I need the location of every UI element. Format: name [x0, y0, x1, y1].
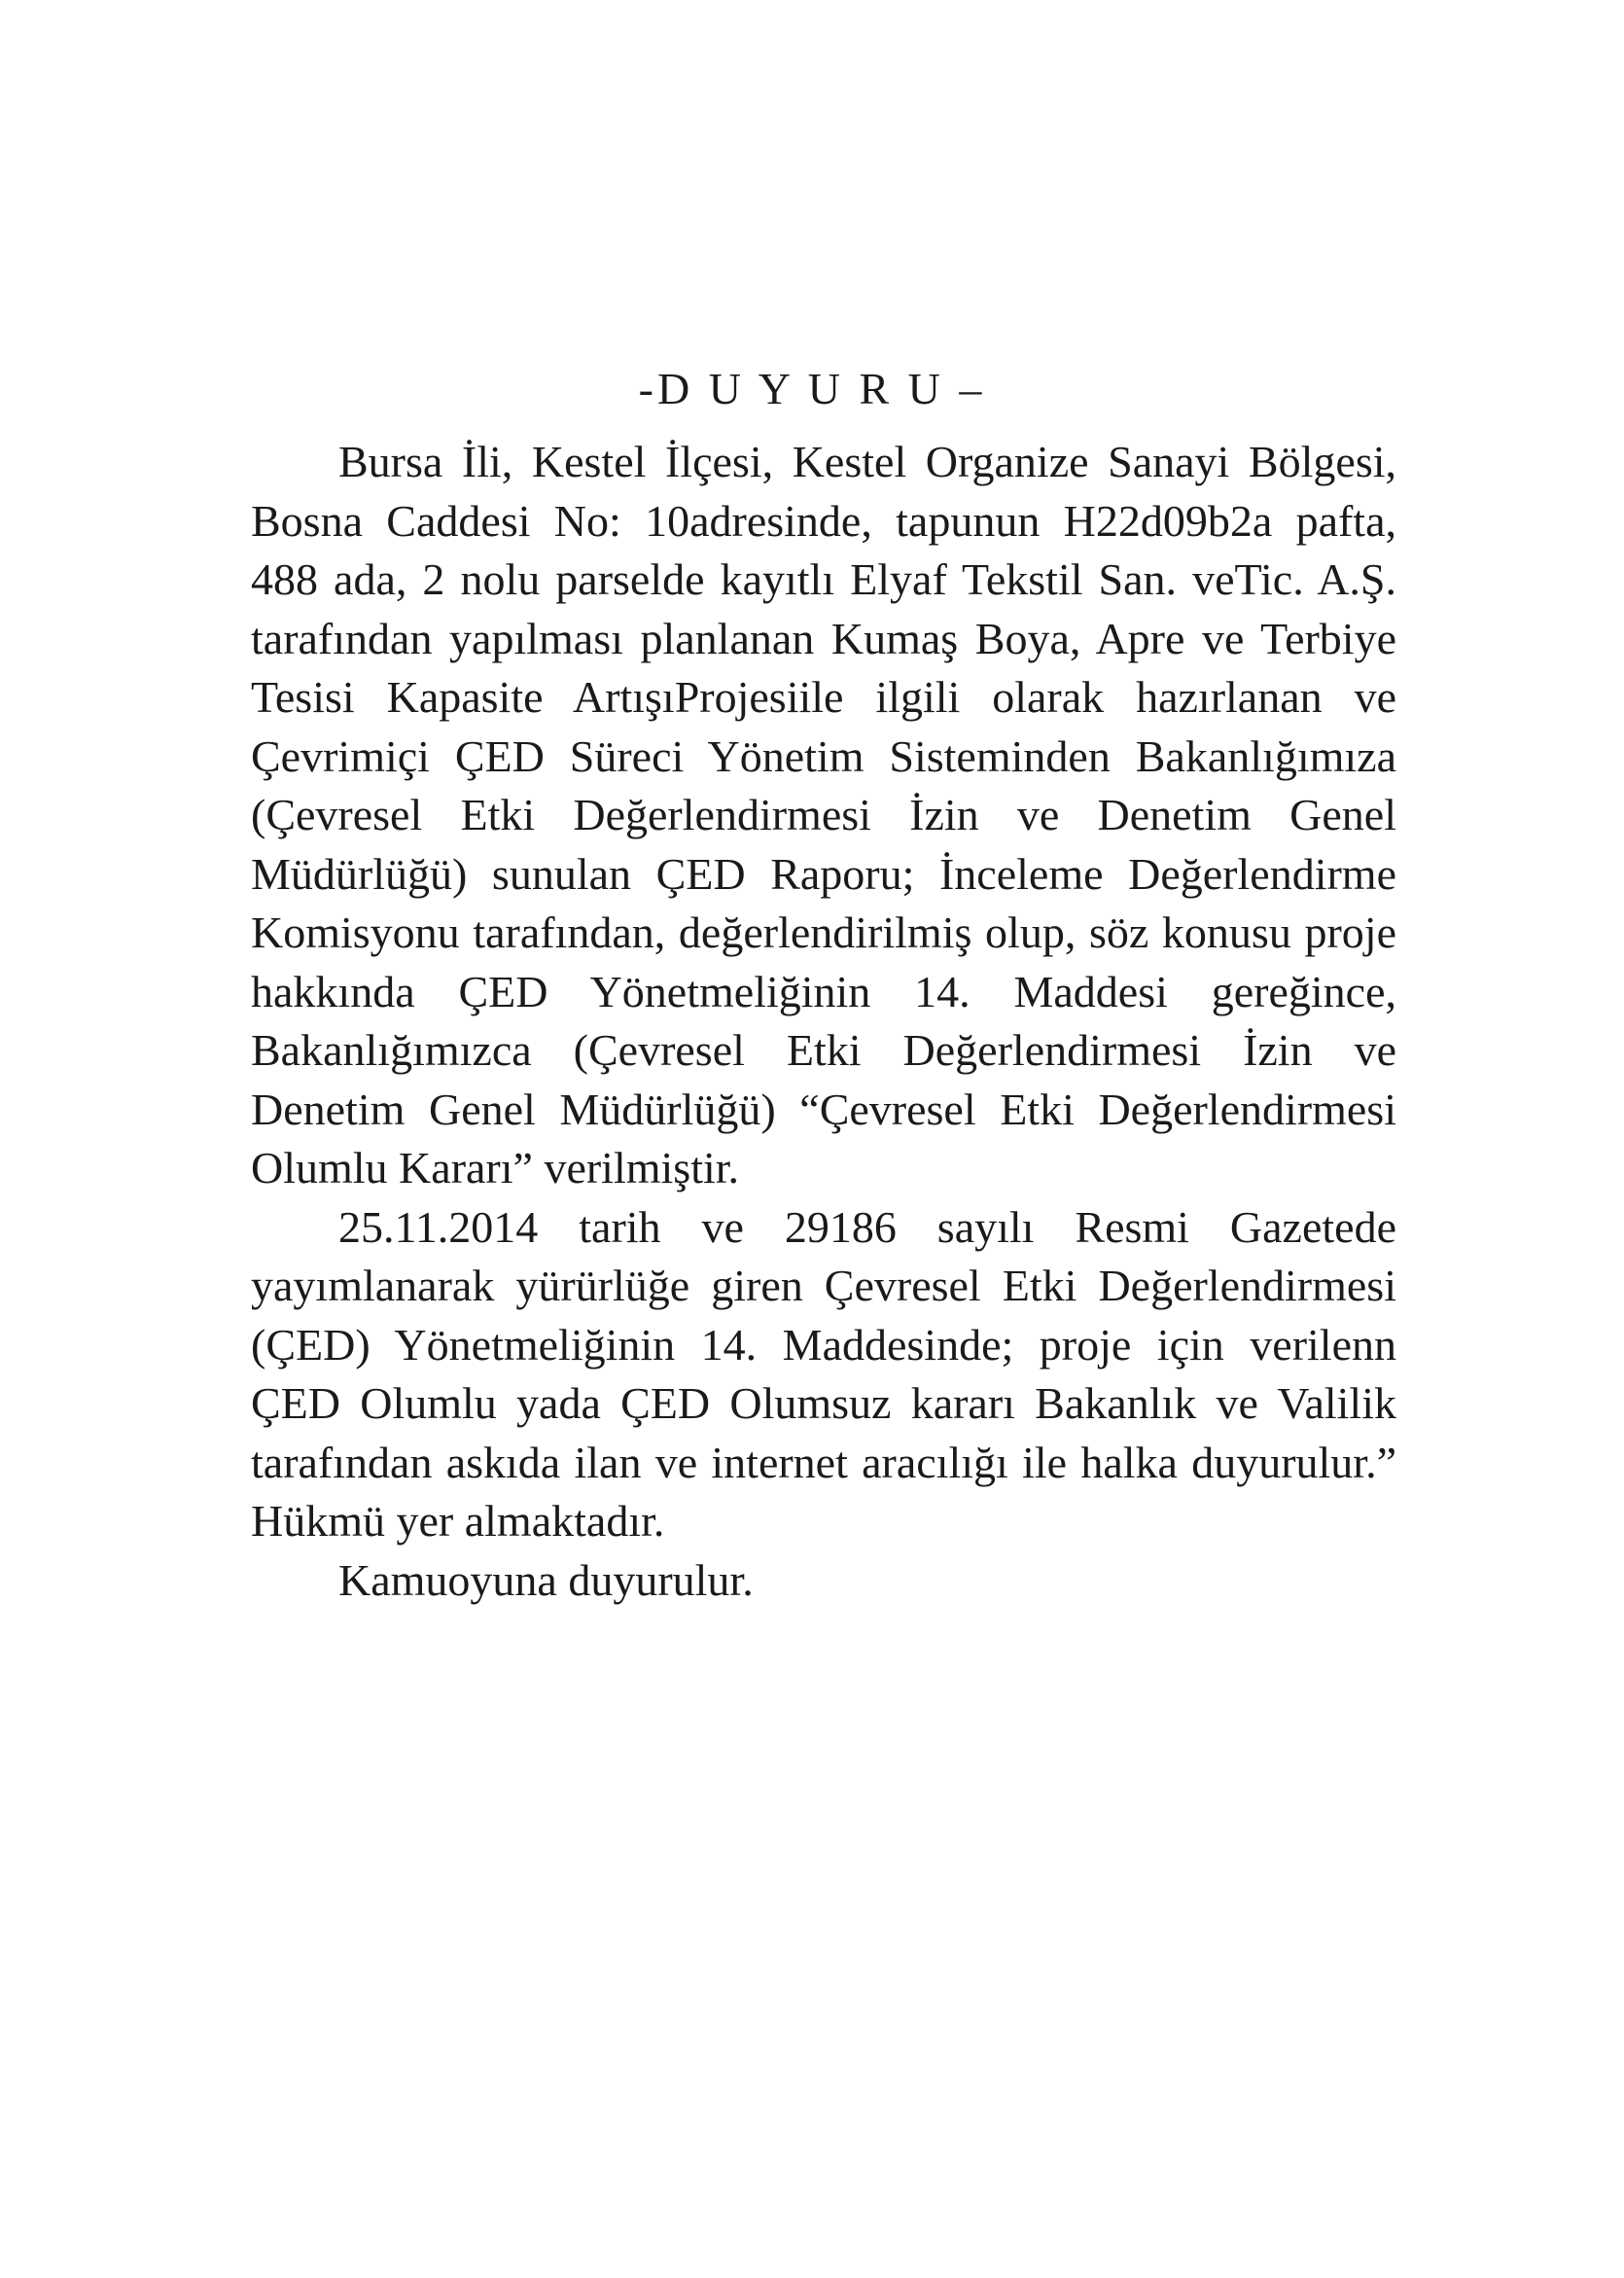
paragraph-regulation: 25.11.2014 tarih ve 29186 sayılı Resmi Gazetede yayımlanarak yürürlüğe giren Çevresel Etki Değerlendirmesi (ÇED) Yönetmeliğinin 14. Maddesinde; proje için verilenn ÇED Olumlu yada ÇED Olumsuz kararı Bakanlık ve Valilik tarafından askıda ilan ve internet aracılığı ile halka duyurulur.” Hükmü yer almaktadır. [251, 1201, 1396, 1546]
paragraph-closing: Kamuoyuna duyurulur. [338, 1554, 754, 1605]
paragraph-announcement: Bursa İli, Kestel İlçesi, Kestel Organize Sanayi Bölgesi, Bosna Caddesi No: 10adresinde, tapunun H22d09b2a pafta, 488 ada, 2 nolu parselde kayıtlı Elyaf Tekstil San. veTic. A.Ş. tarafından yapılması planlanan Kumaş Boya, Apre ve Terbiye Tesisi Kapasite ArtışıProjesiile ilgili olarak hazırlanan ve Çevrimiçi ÇED Süreci Yönetim Sisteminden Bakanlığımıza (Çevresel Etki Değerlendirmesi İzin ve Denetim Genel Müdürlüğü) sunulan ÇED Raporu; İnceleme Değerlendirme Komisyonu tarafından, değerlendirilmiş olup, söz konusu proje hakkında ÇED Yönetmeliğinin 14. Maddesi gereğince, Bakanlığımızca (Çevresel Etki Değerlendirmesi İzin ve Denetim Genel Müdürlüğü) “Çevresel Etki Değerlendirmesi Olumlu Kararı” verilmiştir. [251, 437, 1396, 1192]
document-title: -D U Y U R U – [638, 364, 986, 413]
document-body [251, 433, 1396, 1610]
